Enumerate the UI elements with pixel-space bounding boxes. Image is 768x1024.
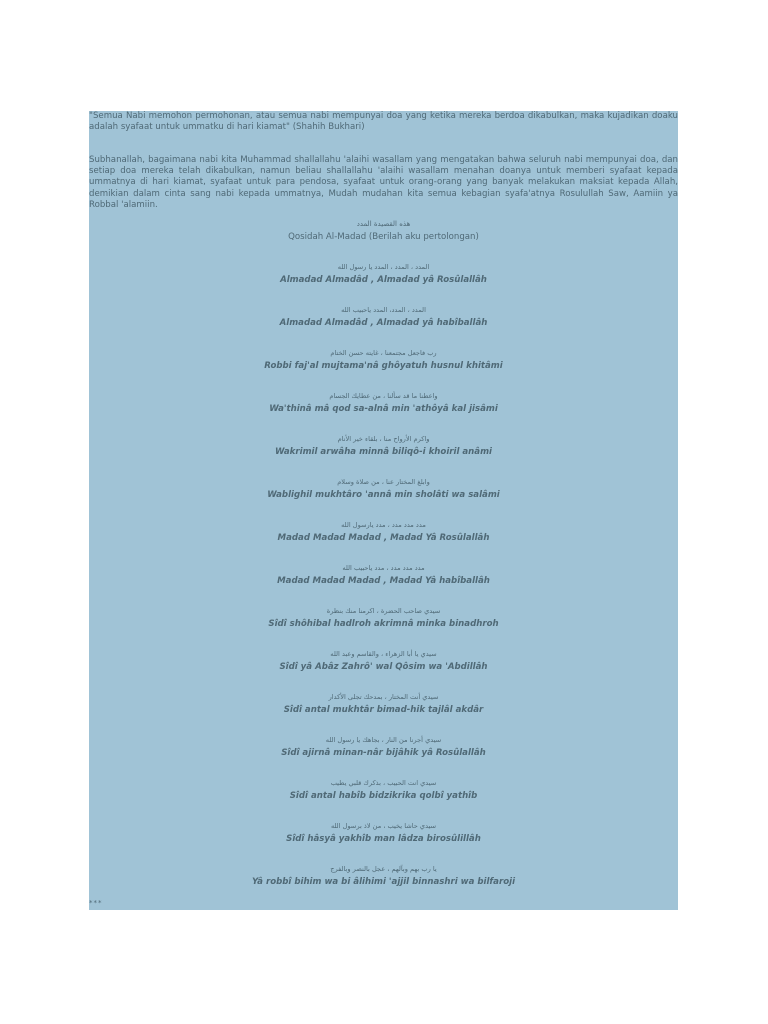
poem-stanzas <box>89 263 678 888</box>
poem-stanza <box>89 607 678 630</box>
stanza-arabic-line: المدد ، المدد، المدد ياحبيب الله <box>341 306 426 314</box>
stanza-latin-line: Yâ robbî bihim wa bi âlihimi 'ajjil binnashri wa bilfaroji <box>251 877 516 887</box>
stanza-arabic-line: مدد مدد مدد ، مدد يارسول الله <box>341 521 426 529</box>
stanza-latin-line: Wakrimil arwâha minnâ biliqô-i khoiril anâmi <box>274 447 492 457</box>
poem-title-latin: Qosidah Al-Madad (Berilah aku pertolongan) <box>288 232 479 242</box>
stanza-arabic-line: سيدي انت الحبيب ، بذكرك قلبي يطيب <box>330 779 437 787</box>
poem-stanza <box>89 478 678 501</box>
poem-stanza <box>89 435 678 458</box>
commentary-paragraph: Subhanallah, bagaimana nabi kita Muhammad shallallahu 'alaihi wasallam yang mengatakan bahwa seluruh nabi mempunyai doa, dan setiap doa mereka telah dikabulkan, namun beliau shallallahu 'alaihi wasallam menahan doanya untuk memberi syafaat kepada ummatnya di hari kiamat, syafaat untuk para pendosa, syafaat untuk orang-orang yang banyak melakukan maksiat kepada Allah, demikian dalam cinta sang nabi kepada ummatnya, Mudah mudahan kita semua kebagian syafa'atnya Rosulullah Saw, Aamiin ya Robbal 'alamiin. <box>89 155 678 210</box>
stanza-latin-line: Madad Madad Madad , Madad Yâ habîballâh <box>277 576 490 586</box>
stanza-latin-line: Sîdî antal habîb bidzikrika qolbî yathîb <box>289 791 478 801</box>
stanza-arabic-line: وابلغ المختار عنا ، من صلاة وسلام <box>337 478 430 486</box>
stanza-arabic-line: يا رب بهم وبآلهم ، عجل بالنصر وبالفرج <box>330 865 437 873</box>
poem-stanza <box>89 263 678 286</box>
stanza-arabic-line: مدد مدد مدد ، مدد ياحبيب الله <box>342 564 425 572</box>
stanza-arabic-line: سيدي أنت المختار ، بمدحك تجلى الأكدار <box>328 693 439 701</box>
stanza-latin-line: Robbi faj'al mujtama'nâ ghôyatuh husnul khitâmi <box>264 361 503 371</box>
stanza-latin-line: Sîdî hâsyâ yakhîb man lâdza birosûlillâh <box>286 834 481 844</box>
stanza-arabic-line: سيدي حاشا يخيب ، من لاذ برسول الله <box>330 822 437 830</box>
stanza-arabic-line: رب فاجعل مجتمعنا ، غايته حسن الختام <box>330 349 437 357</box>
stanza-arabic-line: المدد ، المدد ، المدد يا رسول الله <box>337 263 430 271</box>
stanza-latin-line: Sîdî yâ Abâz Zahrô' wal Qôsim wa 'Abdillâh <box>279 662 488 672</box>
poem-stanza <box>89 865 678 888</box>
poem-stanza <box>89 736 678 759</box>
stanza-latin-line: Almadad Almadâd , Almadad yâ habîballâh <box>279 318 488 328</box>
stanza-latin-line: Sîdî ajirnâ minan-nâr bijâhik yâ Rosûlallâh <box>281 748 486 758</box>
poem-stanza <box>89 693 678 716</box>
poem-stanza <box>89 779 678 802</box>
stanza-latin-line: Wa'thinâ mâ qod sa-alnâ min 'athôyâ kal jisâmi <box>269 404 498 414</box>
poem-title-arabic: هذه القصيدة المدد <box>356 220 411 228</box>
stanza-latin-line: Wablighil mukhtâro 'annâ min sholâti wa salâmi <box>267 490 500 500</box>
poem-stanza <box>89 306 678 329</box>
end-mark: *** <box>89 899 103 907</box>
poem-stanza <box>89 521 678 544</box>
content-panel <box>89 111 678 910</box>
stanza-latin-line: Sîdî antal mukhtâr bimad-hik tajlâl akdâr <box>283 705 484 715</box>
stanza-arabic-line: سيدي أجرنا من النار ، بجاهك يا رسول الله <box>325 736 442 744</box>
stanza-arabic-line: واكرم الأرواح منا ، بلقاء خير الأنام <box>337 435 430 443</box>
poem-stanza <box>89 564 678 587</box>
poem-stanza <box>89 349 678 372</box>
poem-stanza <box>89 392 678 415</box>
poem-stanza <box>89 822 678 845</box>
stanza-arabic-line: سيدي يا أبا الزهراء ، والقاسم وعبد الله <box>330 650 437 658</box>
stanza-latin-line: Sîdî shôhibal hadlroh akrimnâ minka binadhroh <box>268 619 499 629</box>
stanza-latin-line: Madad Madad Madad , Madad Yâ Rosûlallâh <box>277 533 490 543</box>
poem-stanza <box>89 650 678 673</box>
stanza-latin-line: Almadad Almadâd , Almadad yâ Rosûlallâh <box>280 275 487 285</box>
stanza-arabic-line: سيدي صاحب الحضرة ، اكرمنا منك بنظرة <box>326 607 441 615</box>
qosidah-poem <box>89 220 678 888</box>
hadith-paragraph: "Semua Nabi memohon permohonan, atau semua nabi mempunyai doa yang ketika mereka berdoa dikabulkan, maka kujadikan doaku adalah syafaat untuk ummatku di hari kiamat" (Shahih Bukhari) <box>89 111 678 133</box>
stanza-arabic-line: واعطنا ما قد سألنا ، من عطايك الجسام <box>329 392 438 400</box>
